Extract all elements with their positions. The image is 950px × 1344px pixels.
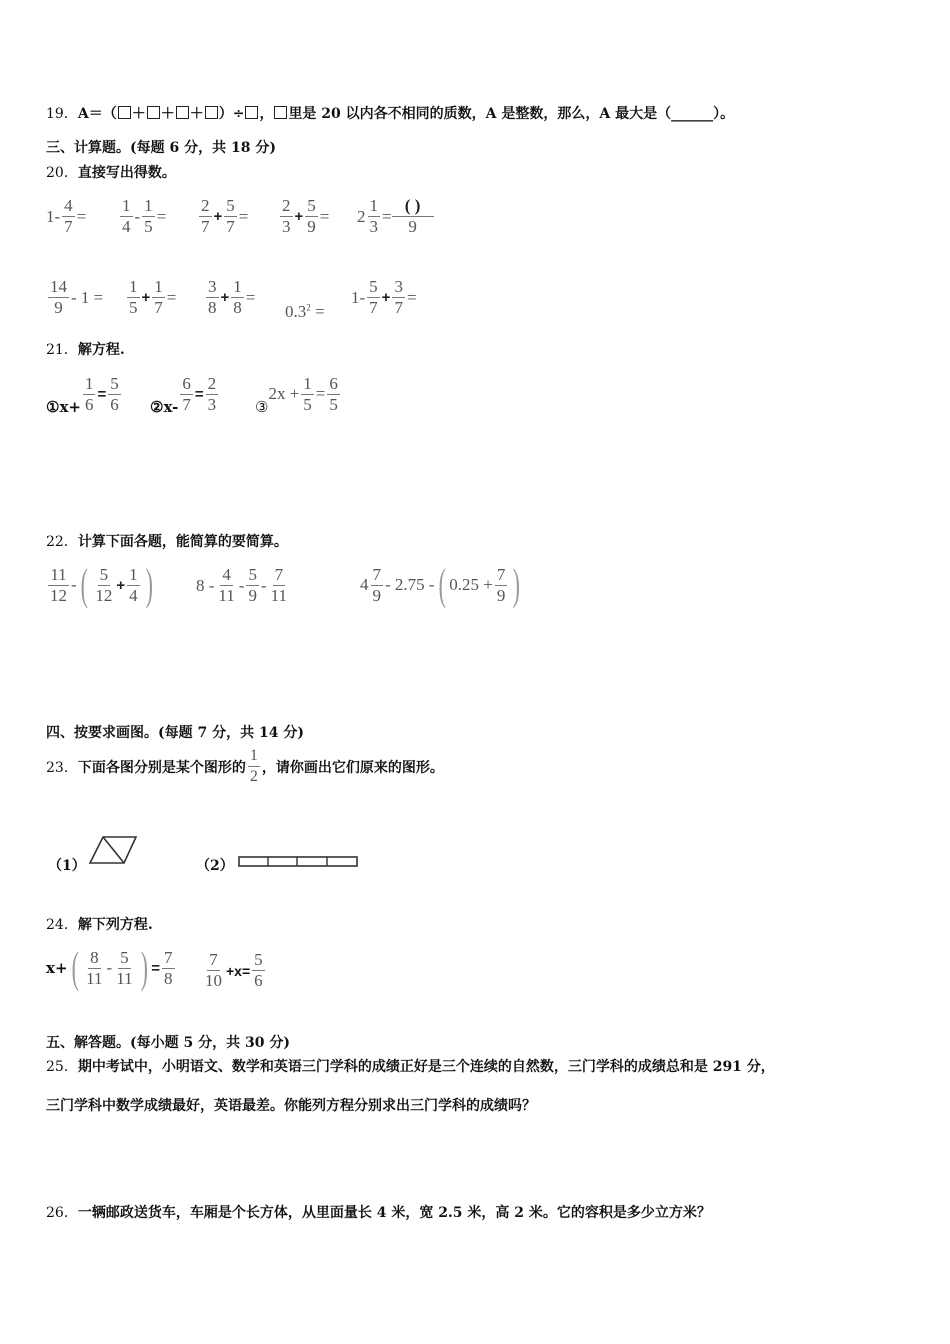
question-21-title: 21．解方程. [46,342,125,358]
question-26: 26．一辆邮政送货车，车厢是个长方体，从里面量长 4 米，宽 2.5 米，高 2 米。它的容积是多少立方米？ [46,1205,711,1221]
section-5-title: 五、解答题。(每小题 5 分，共 30 分) [46,1035,290,1051]
section-4-title: 四、按要求画图。(每题 7 分，共 14 分) [46,725,304,741]
question-25-line2: 三门学科中数学成绩最好，英语最差。你能列方程分别求出三门学科的成绩吗？ [46,1098,536,1114]
q20-row1-item5: 2 $\frac{1}{3}$ = ( ) 9 [357,196,434,237]
q20-row1-item4: 2 3 + $\frac{5}{9}$ = [282,196,330,236]
fraction: $\frac{4}{7}$ [64,196,73,236]
blank-box-icon [147,106,160,119]
q22-expression-3: 4 7 9 - 2.75 - ( 0.25 + $\frac{7}{9}$ ) [360,560,521,609]
q24-equation-1: x+ ( 8 11 - 5 11 ) = $\frac{7}{8}$ [46,943,173,992]
q20-row2-item3: 3 8 + $\frac{1}{8}$ = [208,277,256,317]
question-22-title: 22．计算下面各题，能简算的要简算。 [46,534,288,550]
blank-box-icon [245,106,258,119]
figure-1-label: （1） [48,858,86,874]
half-shape-2-icon [238,855,360,869]
q20-row2-item4: $0.3^2$ = [285,302,325,321]
question-19: 19．A＝（ ＋ ＋ ＋ ）÷ ， 里是 20 以内各不相同的质数，A 是整数，那么，A 最大是（______）。 [46,106,735,122]
question-24-title: 24．解下列方程. [46,917,153,933]
q24-equation-2: 7 10 +x= $\frac{5}{6}$ [205,950,263,990]
q21-equation-1: ①x+ $\frac{1}{6}$ = $\frac{5}{6}$ [46,373,119,416]
blank-box-icon [205,106,218,119]
q20-row2-item1: 14 9 - 1 = [50,277,104,317]
half-shape-1-icon [88,836,140,866]
q20-row2-item5: 1- 5 7 + $\frac{3}{7}$ = [351,277,417,317]
question-25-line1: 25．期中考试中，小明语文、数学和英语三门学科的成绩正好是三个连续的自然数，三门学科的成绩总和是 291 分， [46,1059,775,1075]
q21-equation-3: ③ 2x + $\frac{1}{5}$ = $\frac{6}{5}$ [255,373,338,416]
q22-expression-2: 8 - 4 11 - 5 9 - 7 11 [196,565,288,605]
q20-row1-item2: 1 4 - $\frac{1}{5}$ = [122,196,167,236]
q20-row1-item1: 1- $\frac{4}{7}$ = [46,196,87,236]
question-20-title: 20．直接写出得数。 [46,165,176,181]
blank-box-icon [118,106,131,119]
q21-equation-2: ②x- $\frac{6}{7}$ = $\frac{2}{3}$ [150,373,217,416]
blank-box-icon [274,106,287,119]
q20-row1-item3: 2 7 + $\frac{5}{7}$ = [201,196,249,236]
q22-expression-1: 11 12 - ( 5 12 + $\frac{1}{4}$ ) [50,560,153,609]
blank-box-icon [176,106,189,119]
question-23: 23． 下面各图分别是某个图形的 1 2 ，请你画出它们原来的图形。 [46,747,444,785]
section-3-title: 三、计算题。(每题 6 分，共 18 分) [46,140,276,156]
figure-2-label: （2） [196,858,234,874]
q20-row2-item2: 1 5 + $\frac{1}{7}$ = [129,277,177,317]
